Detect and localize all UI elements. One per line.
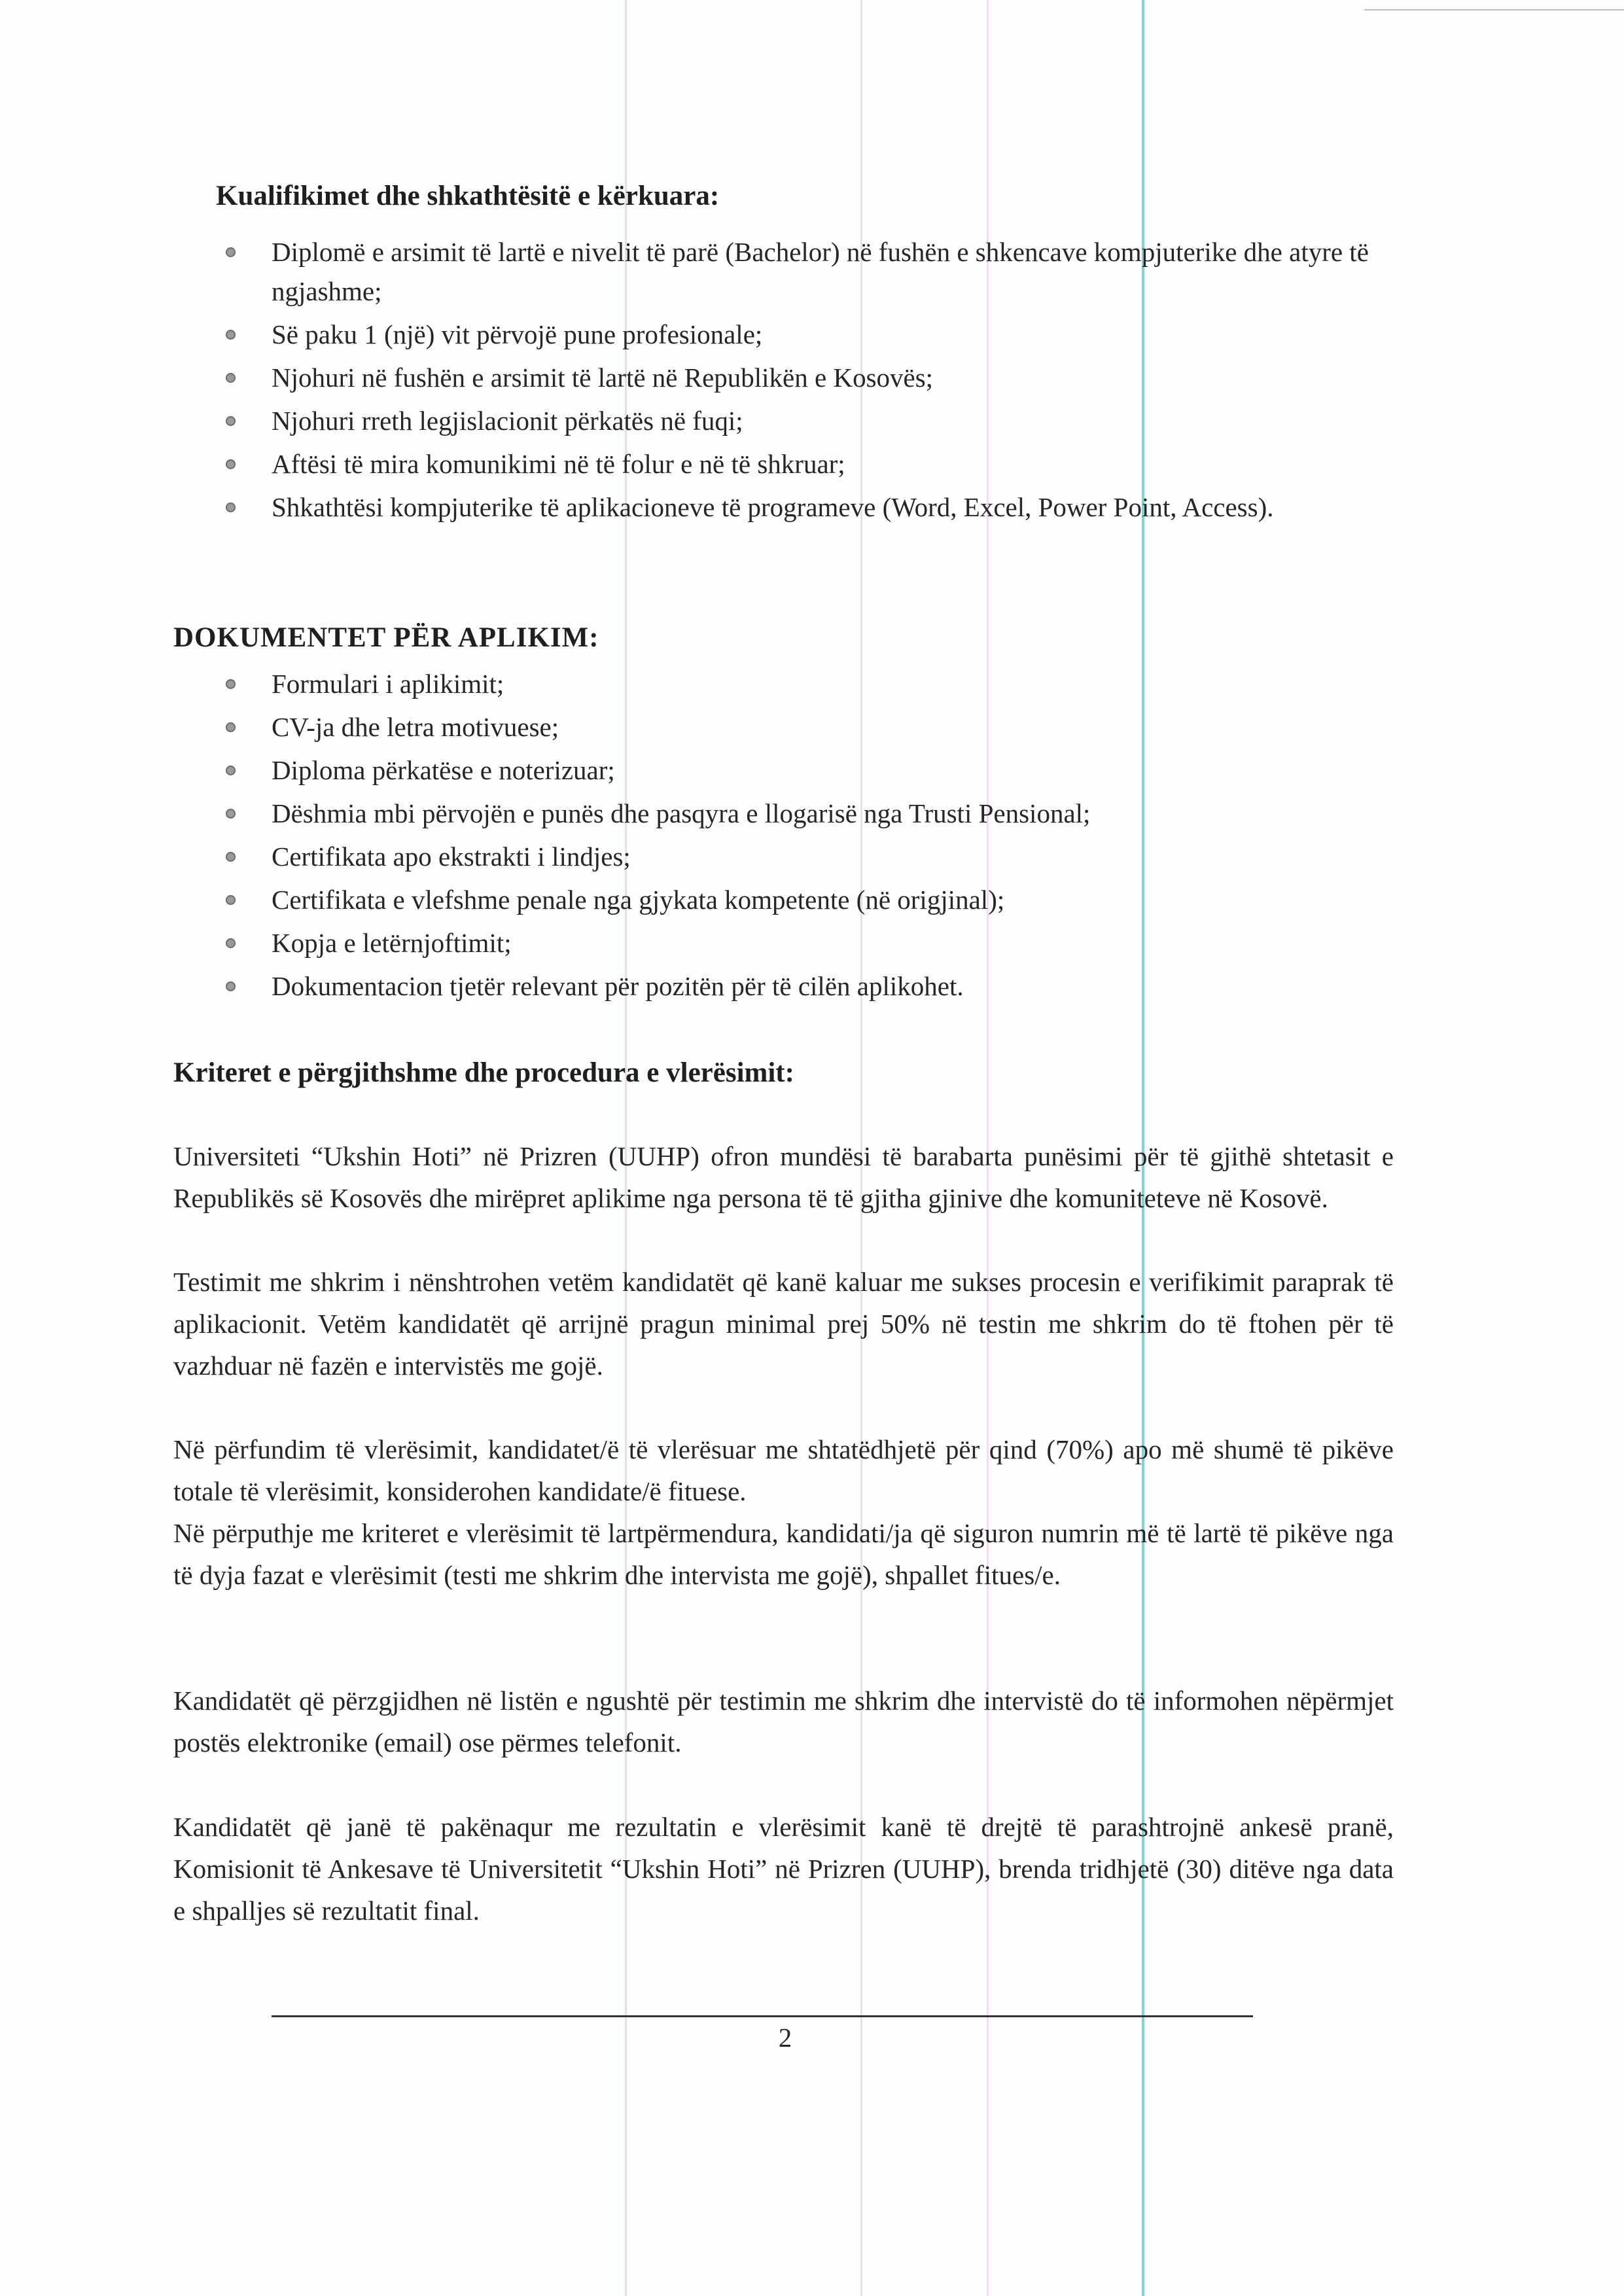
- bullet-icon: [226, 247, 236, 257]
- list-item: Formulari i aplikimit;: [226, 664, 1403, 703]
- list-item: Së paku 1 (një) vit përvojë pune profesionale;: [226, 315, 1377, 354]
- documents-heading: DOKUMENTET PËR APLIKIM:: [173, 622, 599, 653]
- list-item: Certifikata e vlefshme penale nga gjykata kompetente (në origjinal);: [226, 880, 1403, 919]
- list-item: Certifikata apo ekstrakti i lindjes;: [226, 837, 1403, 876]
- list-item: Njohuri në fushën e arsimit të lartë në Republikën e Kosovës;: [226, 358, 1377, 397]
- paragraph-winner-selection: Në përputhje me kriteret e vlerësimit të lartpërmendura, kandidati/ja që siguron numrin më të lartë të pikëve nga të dyja fazat e vlerësimit (testi me shkrim dhe intervista me gojë), shpallet fitues/e.: [173, 1518, 1394, 1590]
- scan-edge-line: [1364, 9, 1624, 10]
- bullet-icon: [226, 459, 236, 469]
- bullet-icon: [226, 373, 236, 383]
- list-item: Kopja e letërnjoftimit;: [226, 923, 1403, 963]
- paragraph-evaluation-threshold: Në përfundim të vlerësimit, kandidatet/ë të vlerësuar me shtatëdhjetë për qind (70%) apo më shumë të pikëve totale të vlerësimit, konsiderohen kandidate/ë fituese.: [173, 1434, 1394, 1506]
- footer-divider: [272, 2015, 1253, 2017]
- bullet-icon: [226, 722, 236, 732]
- bullet-icon: [226, 938, 236, 948]
- list-item: Diploma përkatëse e noterizuar;: [226, 751, 1403, 790]
- criteria-heading: Kriteret e përgjithshme dhe procedura e vlerësimit:: [173, 1057, 794, 1088]
- page-number: 2: [778, 2022, 792, 2053]
- bullet-icon: [226, 852, 236, 862]
- list-item: Diplomë e arsimit të lartë e nivelit të parë (Bachelor) në fushën e shkencave kompjuterike dhe atyre të ngjashme;: [226, 232, 1377, 311]
- bullet-icon: [226, 503, 236, 512]
- documents-list: [226, 664, 1403, 1006]
- paragraph-appeals: Kandidatët që janë të pakënaqur me rezultatin e vlerësimit kanë të drejtë të parashtrojnë ankesë pranë, Komisionit të Ankesave të Universitetit “Ukshin Hoti” në Prizren (UUHP), brenda tridhjetë (30) ditëve nga data e shpalljes së rezultatit final.: [173, 1812, 1394, 1926]
- qualifications-list: [226, 232, 1377, 527]
- list-item: Dëshmia mbi përvojën e punës dhe pasqyra e llogarisë nga Trusti Pensional;: [226, 794, 1403, 833]
- bullet-icon: [226, 981, 236, 991]
- bullet-icon: [226, 809, 236, 819]
- bullet-icon: [226, 416, 236, 426]
- paragraph-shortlist-notification: Kandidatët që përzgjidhen në listën e ngushtë për testimin me shkrim dhe intervistë do të informohen nëpërmjet postës elektronike (email) ose përmes telefonit.: [173, 1686, 1394, 1757]
- list-item: Shkathtësi kompjuterike të aplikacioneve të programeve (Word, Excel, Power Point, Access).: [226, 487, 1377, 527]
- bullet-icon: [226, 895, 236, 905]
- paragraph-written-test: Testimit me shkrim i nënshtrohen vetëm kandidatët që kanë kaluar me sukses procesin e verifikimit paraprak të aplikacionit. Vetëm kandidatët që arrijnë pragun minimal prej 50% në testin me shkrim do të ftohen për të vazhduar në fazën e intervistës me gojë.: [173, 1267, 1394, 1381]
- list-item: Njohuri rreth legjislacionit përkatës në fuqi;: [226, 401, 1377, 440]
- list-item: CV-ja dhe letra motivuese;: [226, 707, 1403, 747]
- paragraph-equal-opportunity: Universiteti “Ukshin Hoti” në Prizren (UUHP) ofron mundësi të barabarta punësimi për të gjithë shtetasit e Republikës së Kosovës dhe mirëpret aplikime nga persona të të gjitha gjinive dhe komuniteteve në Kosovë.: [173, 1141, 1394, 1213]
- qualifications-heading: Kualifikimet dhe shkathtësitë e kërkuara:: [216, 181, 720, 211]
- bullet-icon: [226, 679, 236, 689]
- list-item: Aftësi të mira komunikimi në të folur e në të shkruar;: [226, 444, 1377, 484]
- list-item: Dokumentacion tjetër relevant për pozitën për të cilën aplikohet.: [226, 966, 1403, 1006]
- bullet-icon: [226, 766, 236, 775]
- bullet-icon: [226, 330, 236, 340]
